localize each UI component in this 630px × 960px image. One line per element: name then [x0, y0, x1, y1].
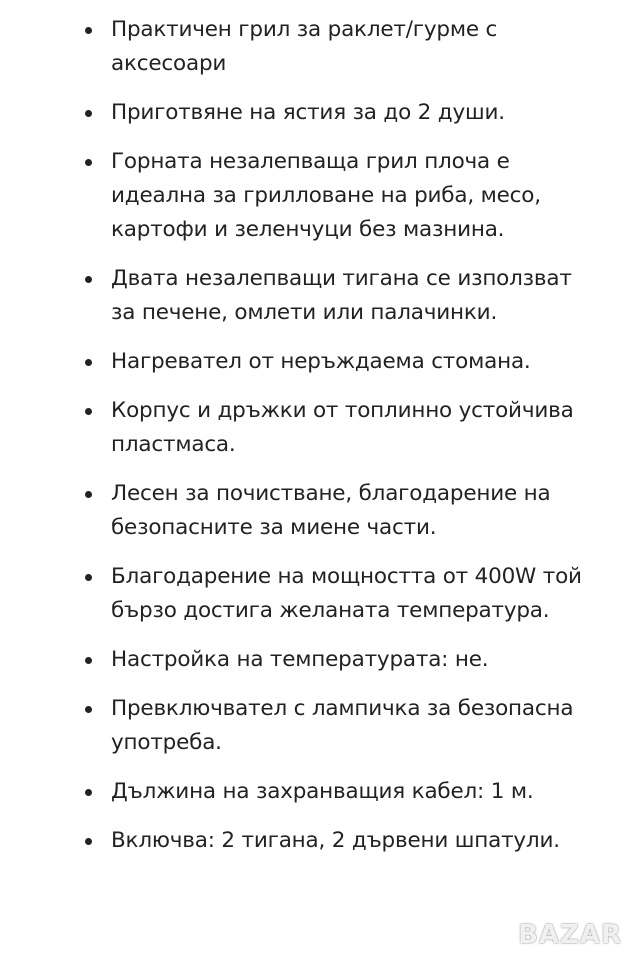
bullet-icon [85, 359, 92, 366]
list-item [0, 692, 630, 760]
list-item [0, 477, 630, 545]
list-item [0, 262, 630, 330]
feature-text: Двата незалепващи тигана се използват за печене, омлети или палачинки. [111, 266, 572, 325]
bullet-icon [85, 706, 92, 713]
feature-text: Практичен грил за раклет/гурме с аксесоари [111, 17, 498, 76]
list-item [0, 560, 630, 628]
list-item [0, 824, 630, 858]
list-item [0, 96, 630, 130]
list-item [0, 345, 630, 379]
bullet-icon [85, 491, 92, 498]
feature-text: Лесен за почистване, благодарение на безопасните за миене части. [111, 481, 551, 540]
bullet-icon [85, 276, 92, 283]
bullet-icon [85, 27, 92, 34]
feature-text: Включва: 2 тигана, 2 дървени шпатули. [111, 828, 560, 853]
feature-text: Приготвяне на ястия за до 2 души. [111, 100, 505, 125]
bullet-icon [85, 159, 92, 166]
feature-text: Настройка на температурата: не. [111, 647, 489, 672]
feature-text: Благодарение на мощността от 400W той бързо достига желаната температура. [111, 564, 582, 623]
list-item [0, 394, 630, 462]
feature-list [0, 13, 630, 873]
bullet-icon [85, 657, 92, 664]
feature-text: Нагревател от неръждаема стомана. [111, 349, 531, 374]
bullet-icon [85, 408, 92, 415]
bullet-icon [85, 574, 92, 581]
bullet-icon [85, 838, 92, 845]
feature-text: Горната незалепваща грил плоча е идеална за грилловане на риба, месо, картофи и зеленчуци без мазнина. [111, 149, 541, 242]
list-item [0, 13, 630, 81]
bullet-icon [85, 110, 92, 117]
feature-text: Корпус и дръжки от топлинно устойчива пластмаса. [111, 398, 574, 457]
list-item [0, 145, 630, 247]
bullet-icon [85, 789, 92, 796]
feature-text: Дължина на захранващия кабел: 1 м. [111, 779, 534, 804]
watermark-logo: BAZAR [518, 920, 622, 950]
feature-text: Превключвател с лампичка за безопасна употреба. [111, 696, 574, 755]
list-item [0, 643, 630, 677]
list-item [0, 775, 630, 809]
